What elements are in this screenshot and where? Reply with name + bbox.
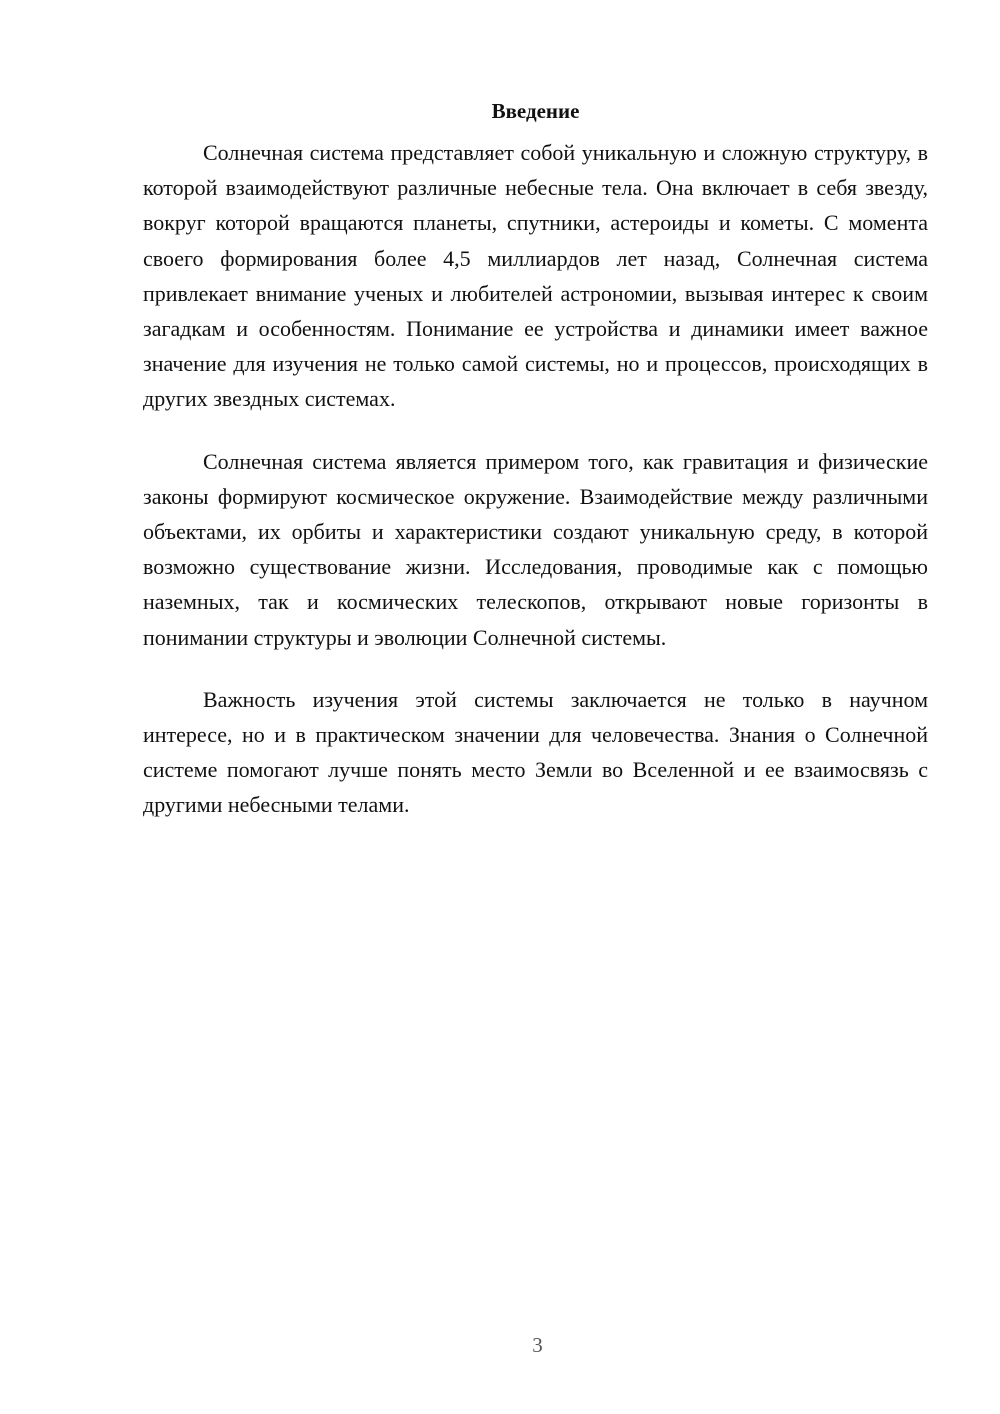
page-content <box>143 96 928 850</box>
page-number: 3 <box>532 1333 543 1357</box>
section-heading: Введение <box>491 99 580 123</box>
paragraph-importance: Важность изучения этой системы заключается не только в научном интересе, но и в практическом значении для человечества. Знания о Солнечной системе помогают лучше понять место Земли во Вселенной и ее взаимосвязь с другими небесными телами. <box>143 686 928 818</box>
paragraph-intro: Солнечная система представляет собой уникальную и сложную структуру, в которой взаимодействуют различные небесные тела. Она включает в себя звезду, вокруг которой вращаются планеты, спутники, астероиды и кометы. С момента своего формирования более 4,5 миллиардов лет назад, Солнечная система привлекает внимание ученых и любителей астрономии, вызывая интерес к своим загадкам и особенностям. Понимание ее устройства и динамики имеет важное значение для изучения не только самой системы, но и процессов, происходящих в других звездных системах. <box>143 140 928 412</box>
paragraph-gravitation: Солнечная система является примером того, как гравитация и физические законы формируют космическое окружение. Взаимодействие между различными объектами, их орбиты и характеристики создают уникальную среду, в которой возможно существование жизни. Исследования, проводимые как с помощью наземных, так и космических телескопов, открывают новые горизонты в понимании структуры и эволюции Солнечной системы. <box>143 448 928 650</box>
